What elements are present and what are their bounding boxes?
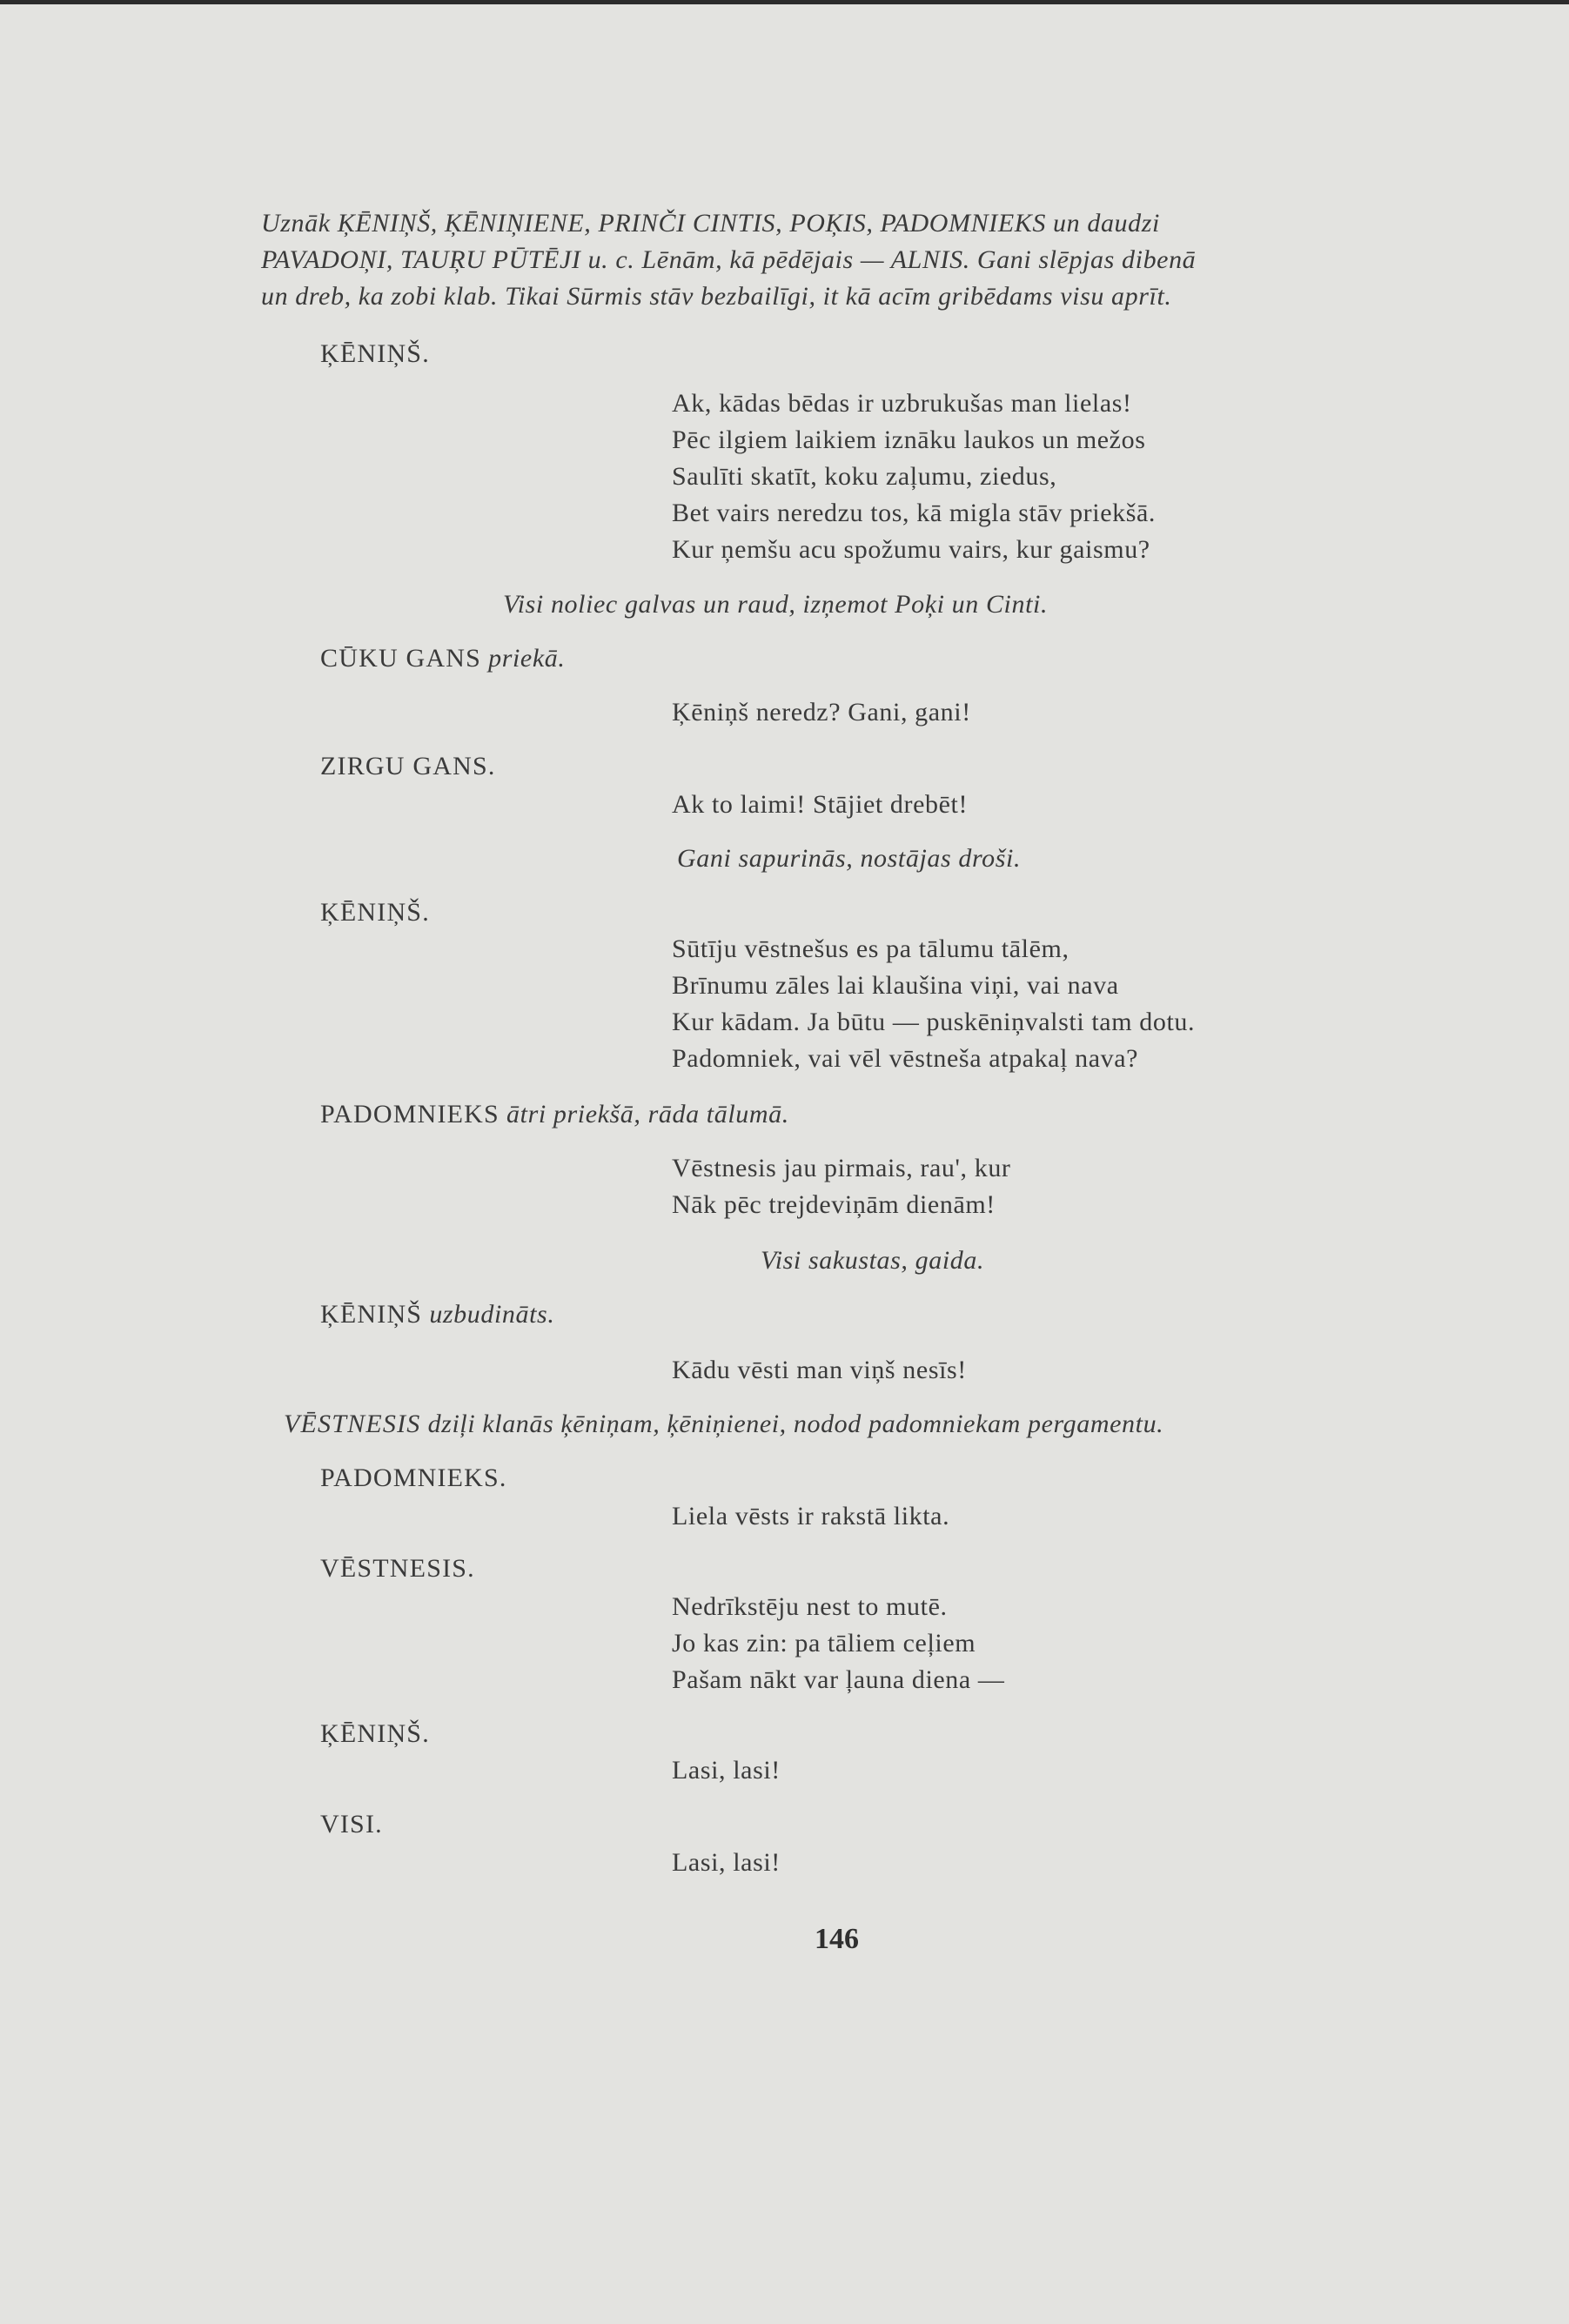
speaker-name: VĒSTNESIS	[284, 1410, 421, 1438]
verse-line: Ķēniņš neredz? Gani, gani!	[672, 698, 971, 727]
speaker-name: VISI.	[320, 1810, 383, 1838]
speaker-name: CŪKU GANS	[320, 644, 481, 673]
verse-line: Lasi, lasi!	[672, 1756, 781, 1785]
speaker-name: ĶĒNIŅŠ.	[320, 1719, 430, 1748]
verse-line: Bet vairs neredzu tos, kā migla stāv priekšā.	[672, 499, 1157, 527]
verse-line: Brīnumu zāles lai klaušina viņi, vai nava	[672, 971, 1119, 1000]
speaker-name: VĒSTNESIS.	[320, 1554, 475, 1583]
speaker-line	[320, 1296, 554, 1333]
intro-line: Uznāk ĶĒNIŅŠ, ĶĒNIŅIENE, PRINČI CINTIS, POĶIS, PADOMNIEKS un daudzi	[261, 209, 1160, 238]
verse-line: Vēstnesis jau pirmais, rau', kur	[672, 1154, 1011, 1182]
stage-direction: Visi sakustas, gaida.	[761, 1246, 985, 1275]
speaker-line	[284, 1406, 1163, 1443]
speaker-name: ZIRGU GANS.	[320, 752, 496, 780]
verse-line: Kur ņemšu acu spožumu vairs, kur gaismu?	[672, 535, 1150, 564]
verse-line: Pašam nākt var ļauna diena —	[672, 1665, 1005, 1694]
verse-line: Kādu vēsti man viņš nesīs!	[672, 1356, 967, 1384]
stage-direction: Visi noliec galvas un raud, izņemot Poķi un Cinti.	[503, 590, 1049, 619]
speaker-direction: priekā.	[488, 644, 566, 673]
intro-line: un dreb, ka zobi klab. Tikai Sūrmis stāv bezbailīgi, it kā acīm gribēdams visu aprīt.	[261, 282, 1172, 311]
speaker-direction: ātri priekšā, rāda tālumā.	[506, 1100, 789, 1129]
stage-direction: Gani sapurinās, nostājas droši.	[677, 844, 1022, 873]
speaker-name: PADOMNIEKS.	[320, 1463, 507, 1492]
verse-line: Pēc ilgiem laikiem iznāku laukos un mežos	[672, 425, 1146, 454]
verse-line: Nāk pēc trejdeviņām dienām!	[672, 1190, 996, 1219]
verse-line: Nedrīkstēju nest to mutē.	[672, 1592, 948, 1621]
verse-line: Jo kas zin: pa tāliem ceļiem	[672, 1629, 976, 1658]
speaker-line	[320, 1096, 789, 1133]
speaker-name: PADOMNIEKS	[320, 1100, 500, 1129]
speaker-direction: dziļi klanās ķēniņam, ķēniņienei, nodod padomniekam pergamentu.	[427, 1410, 1164, 1438]
verse-line: Padomniek, vai vēl vēstneša atpakaļ nava?	[672, 1044, 1139, 1073]
verse-line: Kur kādam. Ja būtu — puskēniņvalsti tam dotu.	[672, 1008, 1196, 1036]
page-number: 146	[815, 1923, 859, 1955]
verse-line: Sūtīju vēstnešus es pa tālumu tālēm,	[672, 934, 1069, 963]
speaker-name: ĶĒNIŅŠ.	[320, 339, 430, 368]
speaker-direction: uzbudināts.	[429, 1300, 555, 1329]
verse-line: Saulīti skatīt, koku zaļumu, ziedus,	[672, 462, 1057, 491]
verse-line: Liela vēsts ir rakstā likta.	[672, 1502, 950, 1530]
intro-line: PAVADOŅI, TAUŖU PŪTĒJI u. c. Lēnām, kā pēdējais — ALNIS. Gani slēpjas dibenā	[261, 245, 1197, 274]
speaker-name: ĶĒNIŅŠ.	[320, 898, 430, 927]
verse-line: Lasi, lasi!	[672, 1848, 781, 1877]
verse-line: Ak, kādas bēdas ir uzbrukušas man lielas!	[672, 389, 1132, 418]
speaker-name: ĶĒNIŅŠ	[320, 1300, 423, 1329]
verse-line: Ak to laimi! Stājiet drebēt!	[672, 790, 969, 819]
speaker-line	[320, 640, 565, 677]
